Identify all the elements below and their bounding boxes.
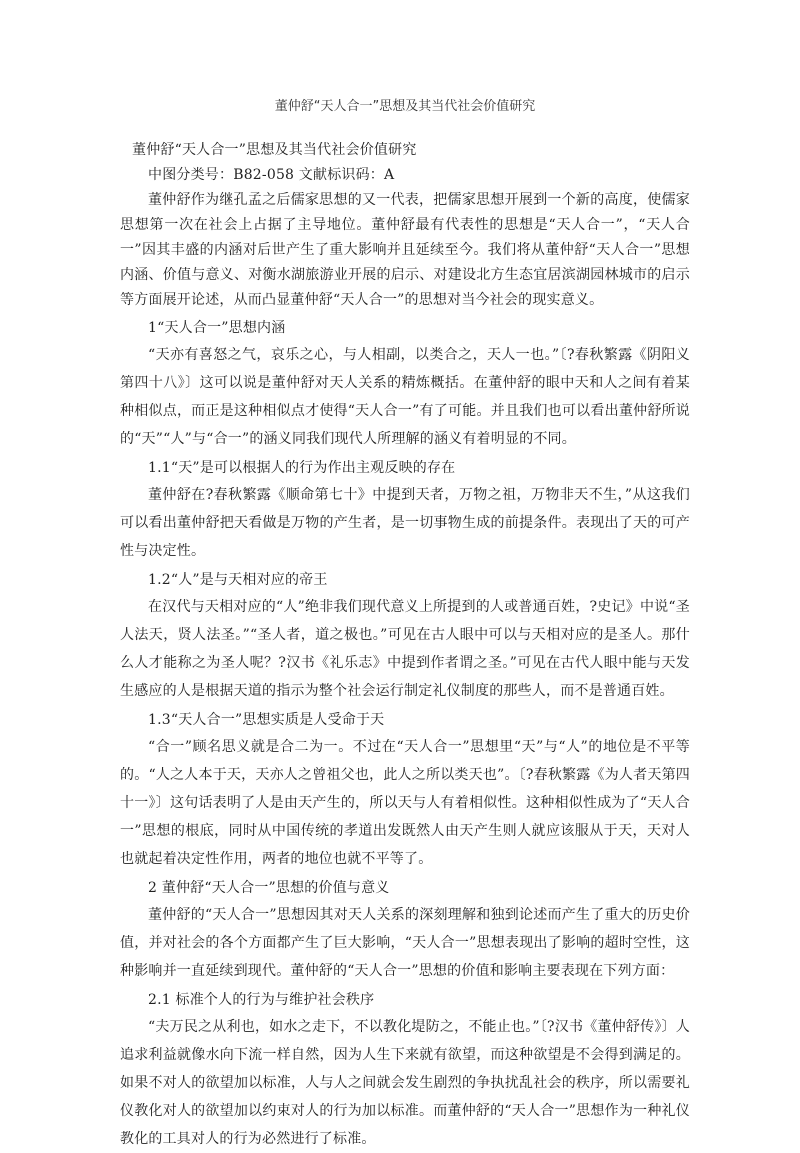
- section-heading-1-2: 1.2“人”是与天相对应的帝王: [148, 572, 328, 588]
- document-page: [120, 98, 690, 1153]
- section-heading-2-1: 2.1 标准个人的行为与维护社会秩序: [148, 992, 375, 1008]
- section-heading-1-3: 1.3“天人合一”思想实质是人受命于天: [148, 712, 385, 728]
- section-heading-1: 1“天人合一”思想内涵: [148, 320, 286, 336]
- paragraph-1-2: 在汉代与天相对应的“人”绝非我们现代意义上所提到的人或普通百姓，?史记》中说“圣人法天，贤人法圣。”“圣人者，道之极也。”可见在古人眼中可以与天相对应的是圣人。那什么人才能称之为圣人呢？?汉书《礼乐志》中提到作者谓之圣。”可见在古代人眼中能与天发生感应的人是根据天道的指示为整个社会运行制定礼仪制度的那些人，而不是普通百姓。: [120, 599, 690, 699]
- document-title: 董仲舒“天人合一”思想及其当代社会价值研究: [274, 99, 536, 114]
- classification-line: 中图分类号：B82-058 文献标识码：A: [148, 167, 395, 183]
- paragraph-1: “天亦有喜怒之气，哀乐之心，与人相副，以类合之，天人一也。”〔?春秋繁露《阴阳义第四十八》〕这可以说是董仲舒对天人关系的精炼概括。在董仲舒的眼中天和人之间有着某种相似点，而正是这种相似点才使得“天人合一”有了可能。并且我们也可以看出董仲舒所说的“天”“人”与“合一”的涵义同我们现代人所理解的涵义有着明显的不同。: [120, 347, 690, 447]
- section-heading-2: 2 董仲舒“天人合一”思想的价值与意义: [148, 880, 390, 896]
- section-heading-1-1: 1.1“天”是可以根据人的行为作出主观反映的存在: [148, 460, 456, 476]
- paragraph-2-1: “夫万民之从利也，如水之走下，不以教化堤防之，不能止也。”〔?汉书《董仲舒传》〕人追求利益就像水向下流一样自然，因为人生下来就有欲望，而这种欲望是不会得到满足的。如果不对人的欲望加以标准，人与人之间就会发生剧烈的争执扰乱社会的秩序，所以需要礼仪教化对人的欲望加以约束对人的行为加以标准。而董仲舒的“天人合一”思想作为一种礼仪教化的工具对人的行为必然进行了标准。: [120, 1019, 690, 1147]
- intro-paragraph: 董仲舒作为继孔孟之后儒家思想的又一代表，把儒家思想开展到一个新的高度，使儒家思想第一次在社会上占据了主导地位。董仲舒最有代表性的思想是“天人合一”，“天人合一”因其丰盛的内涵对后世产生了重大影响并且延续至今。我们将从董仲舒“天人合一”思想内涵、价值与意义、对衡水湖旅游业开展的启示、对建设北方生态宜居滨湖园林城市的启示等方面展开论述，从而凸显董仲舒“天人合一”的思想对当今社会的现实意义。: [120, 192, 690, 308]
- paragraph-1-1: 董仲舒在?春秋繁露《顺命第七十》中提到天者，万物之祖，万物非天不生，”从这我们可以看出董仲舒把天看做是万物的产生者，是一切事物生成的前提条件。表现出了天的可产性与决定性。: [120, 487, 690, 559]
- paragraph-2: 董仲舒的“天人合一”思想因其对天人关系的深刻理解和独到论述而产生了重大的历史价值，并对社会的各个方面都产生了巨大影响，“天人合一”思想表现出了影响的超时空性，这种影响并一直延续到现代。董仲舒的“天人合一”思想的价值和影响主要表现在下列方面：: [120, 907, 690, 979]
- paragraph-1-3: “合一”顾名思义就是合二为一。不过在“天人合一”思想里“天”与“人”的地位是不平等的。“人之人本于天，天亦人之曾祖父也，此人之所以类天也”。〔?春秋繁露《为人者天第四十一》〕这句话表明了人是由天产生的，所以天与人有着相似性。这种相似性成为了“天人合一”思想的根底，同时从中国传统的孝道出发既然人由天产生则人就应该服从于天，天对人也就起着决定性作用，两者的地位也就不平等了。: [120, 739, 690, 867]
- document-subtitle: 董仲舒“天人合一”思想及其当代社会价值研究: [132, 142, 417, 158]
